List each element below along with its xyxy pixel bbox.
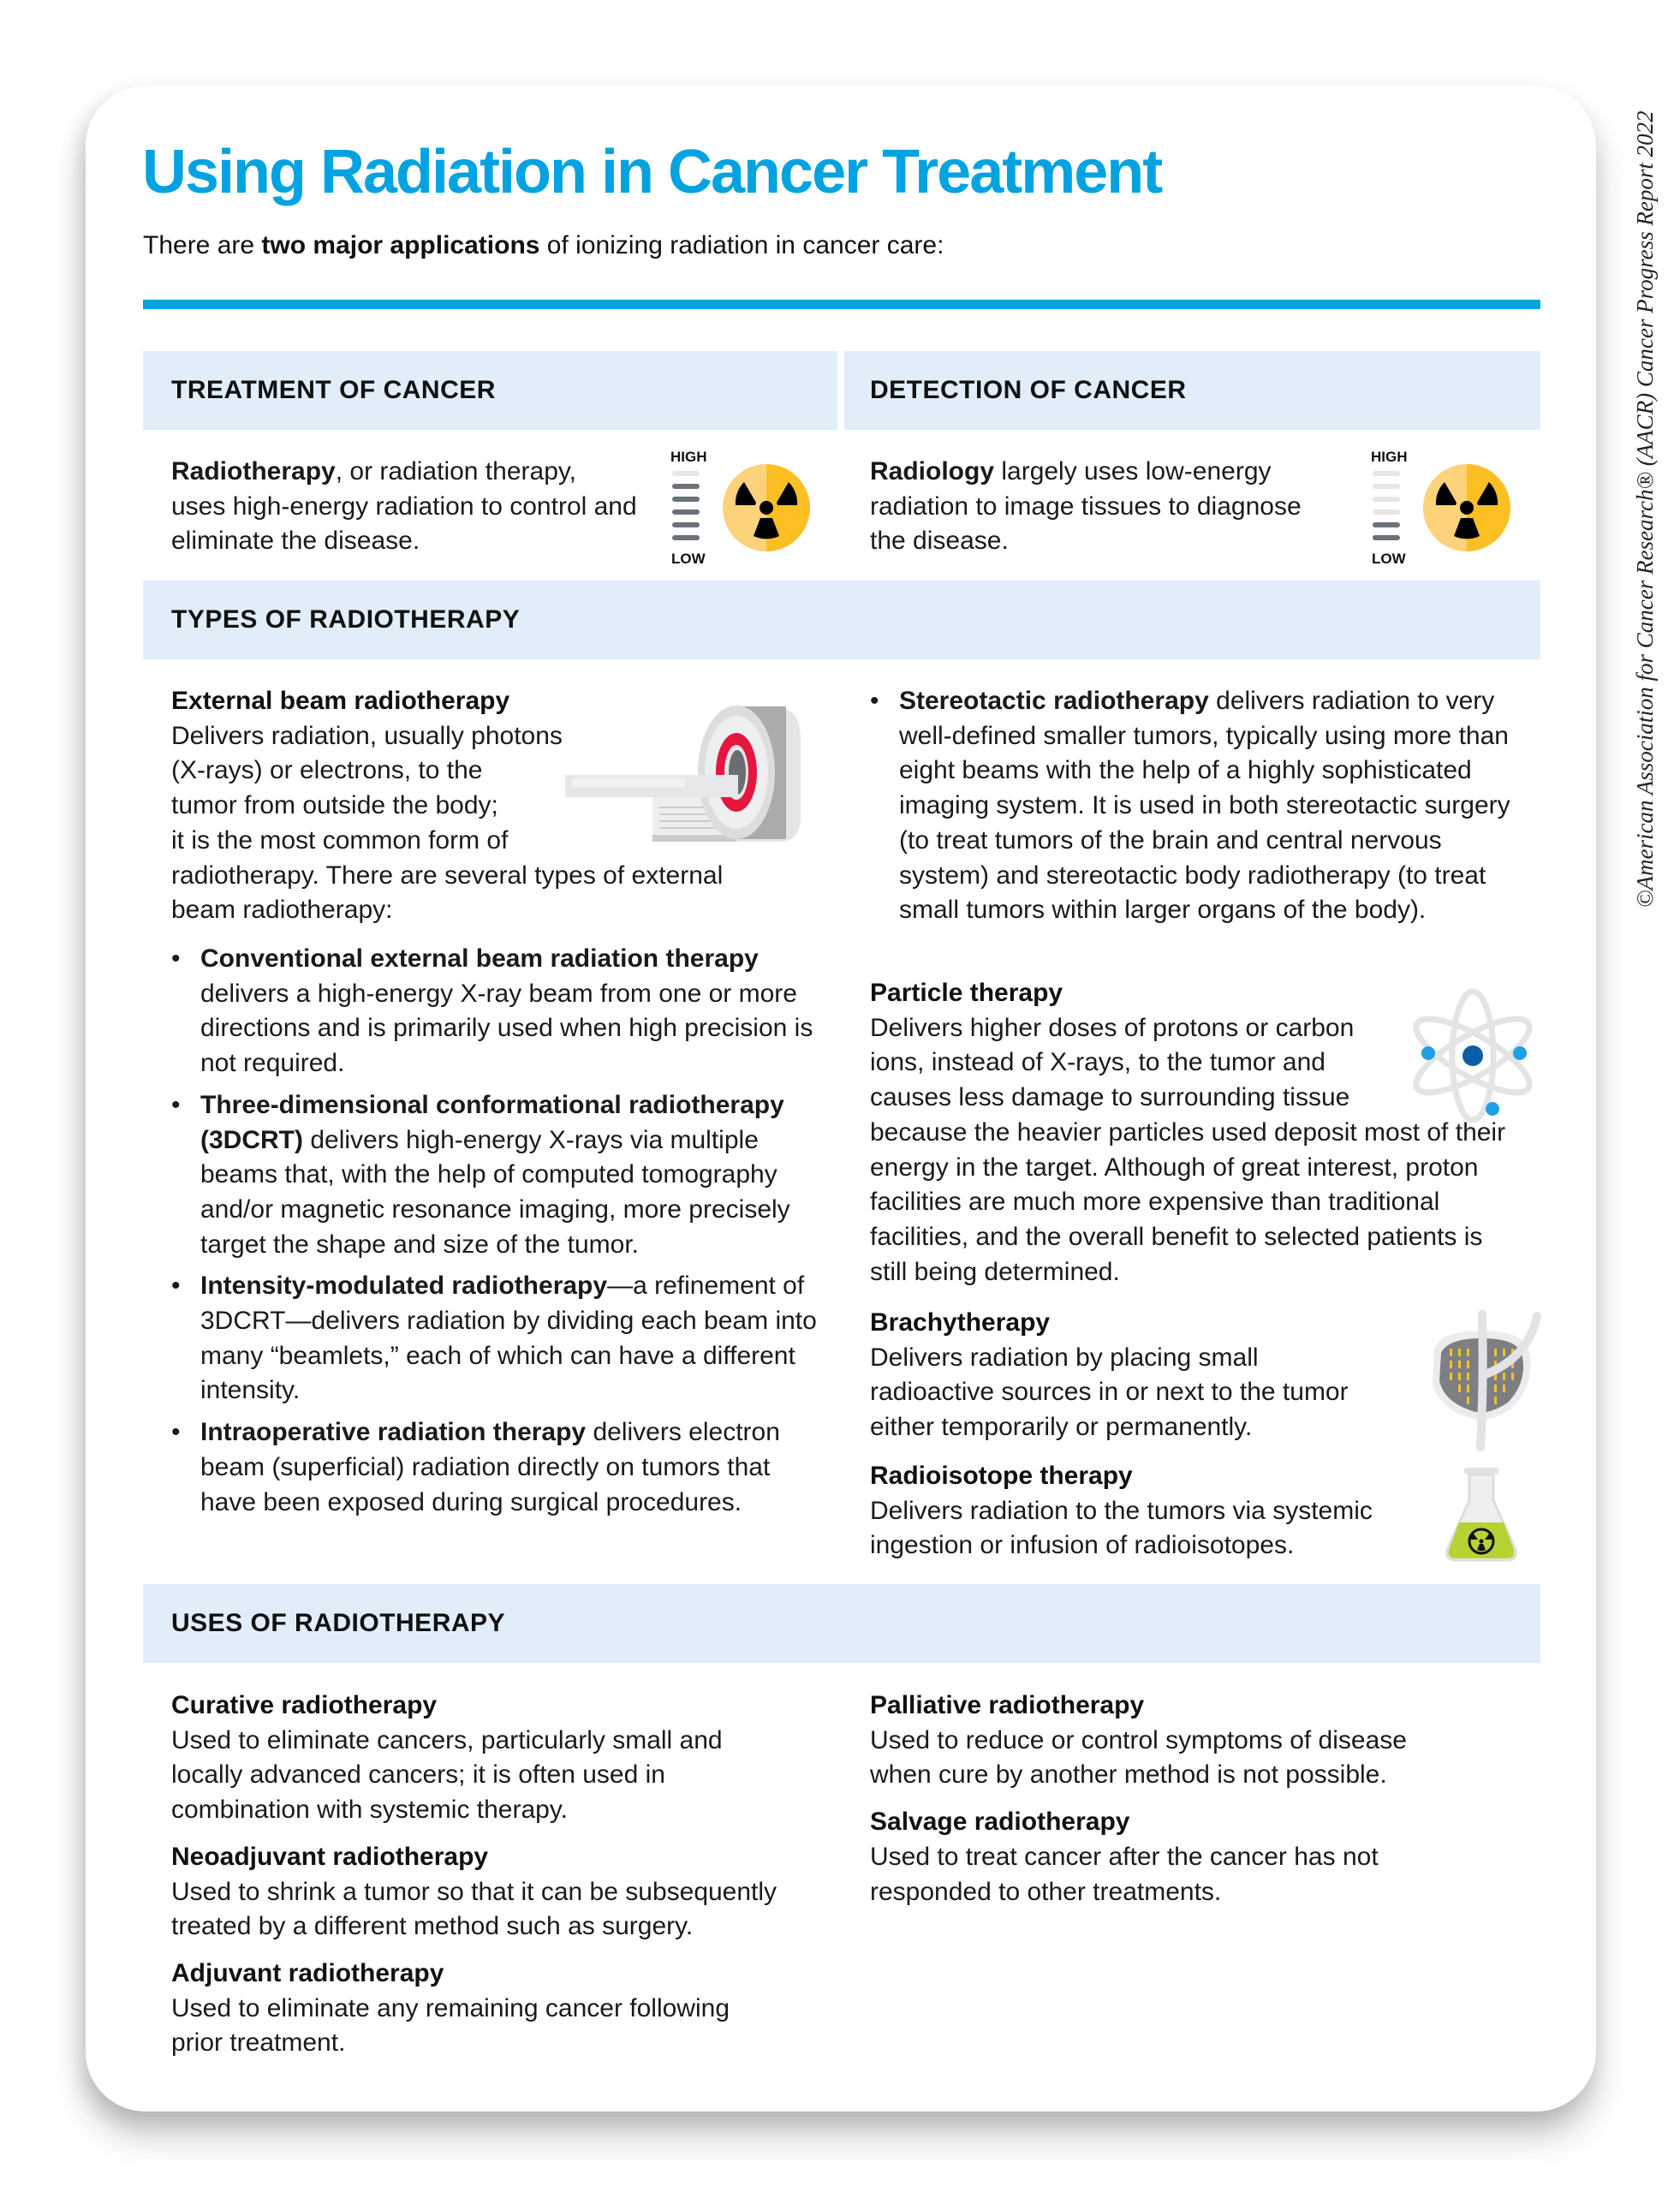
uses-right-column	[870, 1689, 1486, 1909]
list-item	[171, 1088, 822, 1263]
neoadjuvant-heading: Neoadjuvant radiotherapy	[171, 1842, 489, 1871]
particle-text-3: causes less damage to surrounding tissue	[870, 1083, 1350, 1112]
meter-low-label: LOW	[671, 551, 706, 567]
radioisotope-section	[870, 1459, 1486, 1564]
bullet-text: delivers electron beam (superficial) radiation directly on tumors that have been exposed during surgical procedures.	[200, 1418, 780, 1516]
particle-therapy-heading: Particle therapy	[870, 979, 1063, 1007]
radiotherapy-term: Radiotherapy	[171, 457, 336, 485]
external-text-2: (X-rays) or electrons, to the	[171, 756, 483, 785]
brachytherapy-section	[870, 1306, 1469, 1445]
list-item	[171, 942, 822, 1081]
brachy-text-2: radioactive sources in or next to the tumor	[870, 1378, 1349, 1407]
curative-text: Used to eliminate cancers, particularly small and locally advanced cancers; it is often used in combination with systemic therapy.	[171, 1725, 723, 1825]
ct-scanner-icon	[557, 689, 805, 843]
palliative-text: Used to reduce or control symptoms of disease when cure by another method is not possible.	[870, 1725, 1407, 1790]
neoadjuvant-text: Used to shrink a tumor so that it can be subsequently treated by a different method such as surgery.	[171, 1877, 777, 1941]
external-text-5: radiotherapy. There are several types of external	[171, 861, 724, 890]
detection-header: DETECTION OF CANCER	[870, 376, 1187, 404]
bullet-text: delivers a high-energy X-ray beam from one or more directions and is primarily used when high precision is not required.	[200, 979, 813, 1078]
meter-high-label: HIGH	[1371, 449, 1408, 465]
detection-description	[870, 455, 1332, 559]
title-divider	[143, 300, 1540, 309]
external-beam-types-list	[171, 942, 822, 1527]
stereotactic-list	[870, 684, 1512, 935]
high-energy-radiation-icon	[664, 445, 818, 569]
list-item	[171, 1415, 822, 1520]
brachy-text-3: either temporarily or permanently.	[870, 1413, 1253, 1442]
meter-high-label: HIGH	[670, 449, 707, 465]
external-text-4: it is the most common form of	[171, 825, 509, 855]
detection-text-1: largely uses low-energy	[994, 457, 1272, 485]
types-header: TYPES OF RADIOTHERAPY	[171, 605, 521, 634]
particle-text-2: ions, instead of X-rays, to the tumor and	[870, 1048, 1326, 1077]
copyright-credit: ©American Association for Cancer Research® (AACR) Cancer Progress Report 2022	[1632, 110, 1658, 908]
bullet-term: Intensity-modulated radiotherapy	[200, 1272, 608, 1301]
radioisotope-text-2: ingestion or infusion of radioisotopes.	[870, 1531, 1295, 1560]
brachytherapy-heading: Brachytherapy	[870, 1308, 1051, 1337]
intro-text	[143, 231, 944, 260]
particle-text-1: Delivers higher doses of protons or carbon	[870, 1013, 1355, 1042]
list-item	[870, 684, 1512, 928]
bullet-term: Intraoperative radiation therapy	[200, 1418, 587, 1447]
palliative-heading: Palliative radiotherapy	[870, 1691, 1145, 1719]
meter-low-label: LOW	[1372, 551, 1406, 567]
prostate-seed-implant-icon	[1417, 1306, 1546, 1451]
external-text-6: beam radiotherapy:	[171, 896, 393, 925]
salvage-text: Used to treat cancer after the cancer has not responded to other treatments.	[870, 1842, 1379, 1906]
curative-heading: Curative radiotherapy	[171, 1691, 438, 1719]
bullet-text: —a refinement of 3DCRT—delivers radiation by dividing each beam into many “beamlets,” each of which can have a different intensity.	[200, 1272, 817, 1405]
external-text-3: tumor from outside the body;	[171, 791, 498, 820]
particle-text-rest: because the heavier particles used deposit most of their energy in the target. Although of great interest, proton facilities are much more expensive than traditional facilities, and the overall benefit to selected patients is still being determined.	[870, 1117, 1506, 1286]
uses-header: USES OF RADIOTHERAPY	[171, 1609, 506, 1637]
atom-icon	[1404, 985, 1541, 1130]
brachy-text-1: Delivers radiation by placing small	[870, 1343, 1259, 1372]
radioactive-flask-icon	[1439, 1464, 1524, 1567]
bullet-text: delivers radiation to very well-defined smaller tumors, typically using more than eight beams with the help of a highly sophisticated imaging system. It is used in both stereotactic surgery (to treat tumors of the brain and central nervous system) and stereotactic body radiotherapy (to treat small tumors within larger organs of the body).	[899, 687, 1510, 925]
intro-suffix: of ionizing radiation in cancer care:	[539, 231, 944, 259]
uses-left-column	[171, 1689, 822, 2061]
bullet-term: Stereotactic radiotherapy	[899, 687, 1209, 715]
external-beam-heading: External beam radiotherapy	[171, 687, 510, 715]
adjuvant-text: Used to eliminate any remaining cancer following prior treatment.	[171, 1993, 730, 2058]
salvage-heading: Salvage radiotherapy	[870, 1808, 1130, 1837]
detection-text-2: radiation to image tissues to diagnose the disease.	[870, 491, 1302, 556]
bullet-term: Three-dimensional conformational radiotherapy (3DCRT)	[200, 1090, 784, 1154]
treatment-header: TREATMENT OF CANCER	[171, 376, 496, 404]
radiology-term: Radiology	[870, 457, 995, 485]
bullet-term: Conventional external beam radiation therapy	[200, 944, 759, 973]
intro-bold: two major applications	[261, 231, 540, 259]
page-title: Using Radiation in Cancer Treatment	[142, 138, 1162, 206]
intro-prefix: There are	[143, 231, 262, 259]
list-item	[171, 1269, 822, 1409]
adjuvant-heading: Adjuvant radiotherapy	[171, 1958, 444, 1987]
treatment-description	[171, 455, 651, 559]
treatment-text-2: uses high-energy radiation to control and eliminate the disease.	[171, 491, 637, 556]
low-energy-radiation-icon	[1364, 445, 1518, 569]
radioisotope-text-1: Delivers radiation to the tumors via systemic	[870, 1496, 1373, 1525]
bullet-text: delivers high-energy X-rays via multiple beams that, with the help of computed tomography and/or magnetic resonance imaging, more precisely target the shape and size of the tumor.	[200, 1125, 790, 1259]
external-text-1: Delivers radiation, usually photons	[171, 721, 563, 750]
radioisotope-heading: Radioisotope therapy	[870, 1462, 1133, 1490]
treatment-text-1: , or radiation therapy,	[335, 457, 576, 485]
